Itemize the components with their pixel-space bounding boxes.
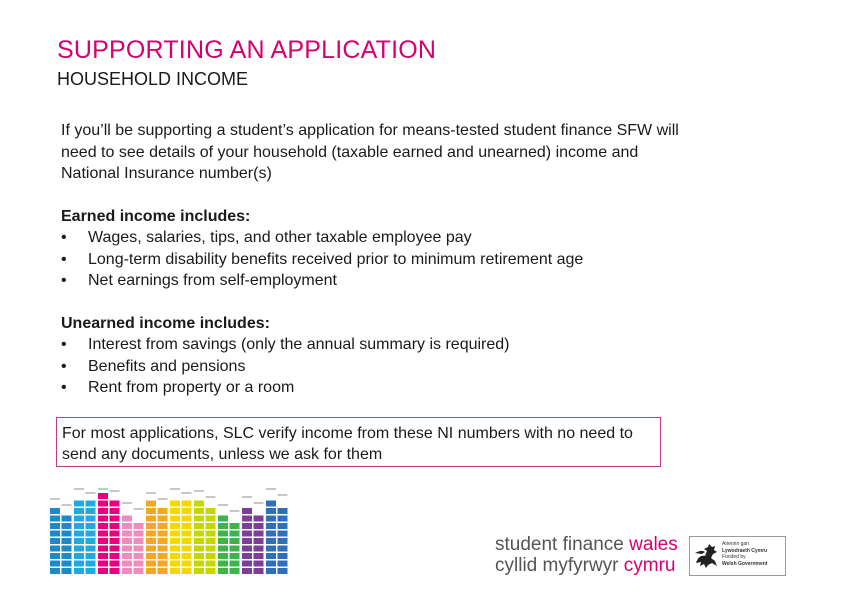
bar-segment [242, 538, 252, 544]
bar-segment [110, 523, 120, 529]
bar-cap [122, 502, 132, 504]
bullet-icon: • [61, 379, 67, 396]
bar-segment [206, 553, 216, 559]
bar-segment [182, 568, 192, 574]
bar-segment [278, 561, 288, 567]
bar-segment [158, 538, 168, 544]
bar-segment [182, 553, 192, 559]
bar-segment [62, 561, 72, 567]
bar-segment [230, 523, 240, 529]
bar-segment [182, 501, 192, 507]
bar-segment [194, 546, 204, 552]
bar-segment [242, 531, 252, 537]
bar-segment [98, 501, 108, 507]
bar-segment [158, 531, 168, 537]
bar-segment [134, 523, 144, 529]
bar-segment [158, 516, 168, 522]
bar-segment [182, 546, 192, 552]
bar-segment [182, 538, 192, 544]
bar-segment [110, 568, 120, 574]
bar-segment [134, 561, 144, 567]
bar-segment [278, 538, 288, 544]
bar-segment [182, 516, 192, 522]
slide-subtitle: HOUSEHOLD INCOME [57, 69, 249, 89]
bar-segment [86, 561, 96, 567]
bar-segment [170, 568, 180, 574]
bar-segment [254, 538, 264, 544]
bar-segment [62, 546, 72, 552]
bar-segment [206, 531, 216, 537]
bar-segment [134, 546, 144, 552]
bar-cap [218, 504, 228, 506]
bar-cap [74, 488, 84, 490]
bar-segment [74, 516, 84, 522]
bar-segment [110, 531, 120, 537]
logo-line-welsh: cyllid myfyrwyr cymru [495, 555, 676, 576]
list-item-text: Wages, salaries, tips, and other taxable employee pay [88, 229, 472, 246]
bar-segment [218, 553, 228, 559]
gov-logo-text: Ariennir gan Lywodraeth Cymru Funded by Welsh Government [722, 541, 768, 567]
bar-cap [278, 494, 288, 496]
bar-segment [278, 546, 288, 552]
bar-segment [230, 568, 240, 574]
decorative-bars-graphic [50, 488, 295, 576]
bar-segment [170, 516, 180, 522]
list-item-text: Benefits and pensions [88, 357, 246, 375]
bar-cap [206, 496, 216, 498]
bar-segment [218, 568, 228, 574]
bar-segment [266, 546, 276, 552]
bar-segment [98, 546, 108, 552]
bar-segment [242, 523, 252, 529]
bar-segment [50, 561, 60, 567]
bar-segment [86, 546, 96, 552]
bar-cap [86, 492, 96, 494]
bar-segment [86, 501, 96, 507]
bar-segment [278, 523, 288, 529]
bar-segment [110, 561, 120, 567]
bar-segment [230, 546, 240, 552]
bar-cap [50, 498, 60, 500]
bar-segment [62, 553, 72, 559]
bar-segment [206, 561, 216, 567]
bar-segment [278, 568, 288, 574]
bar-segment [74, 538, 84, 544]
bullet-icon: • [61, 250, 67, 268]
slide-body [61, 120, 681, 420]
bar-segment [146, 501, 156, 507]
bar-cap [134, 508, 144, 510]
bar-segment [50, 508, 60, 514]
bar-segment [266, 553, 276, 559]
bar-cap [182, 492, 192, 494]
bar-segment [266, 568, 276, 574]
bar-segment [194, 538, 204, 544]
intro-paragraph: If you’ll be supporting a student’s application for means-tested student finance SFW will need to see details of your household (taxable earned and unearned) income and National Insurance number(s) [61, 122, 679, 182]
bar-segment [254, 531, 264, 537]
bar-segment [218, 531, 228, 537]
bar-segment [146, 508, 156, 514]
bar-segment [194, 553, 204, 559]
bar-segment [230, 531, 240, 537]
bar-cap [242, 496, 252, 498]
bar-segment [206, 523, 216, 529]
bar-segment [170, 546, 180, 552]
bar-segment [266, 501, 276, 507]
bar-segment [110, 538, 120, 544]
bar-segment [134, 553, 144, 559]
bar-segment [158, 568, 168, 574]
slide-title: SUPPORTING AN APPLICATION [57, 36, 437, 64]
bar-segment [98, 516, 108, 522]
bar-segment [122, 568, 132, 574]
bar-segment [98, 523, 108, 529]
list-item-text: Interest from savings (only the annual summary is required) [88, 336, 510, 353]
bar-segment [146, 516, 156, 522]
bar-segment [110, 553, 120, 559]
bar-cap [194, 490, 204, 492]
bar-segment [110, 501, 120, 507]
bar-segment [74, 568, 84, 574]
student-finance-wales-logo [495, 534, 678, 576]
bar-segment [62, 523, 72, 529]
list-item [61, 334, 681, 356]
bar-segment [182, 531, 192, 537]
bar-segment [242, 568, 252, 574]
bar-segment [134, 531, 144, 537]
bar-segment [254, 553, 264, 559]
bar-segment [62, 516, 72, 522]
callout-box: For most applications, SLC verify income from these NI numbers with no need to send any documents, unless we ask for them [56, 417, 661, 467]
bar-segment [194, 501, 204, 507]
bar-segment [50, 546, 60, 552]
bar-segment [242, 546, 252, 552]
bar-segment [254, 516, 264, 522]
bar-segment [86, 523, 96, 529]
bar-segment [170, 501, 180, 507]
bar-segment [122, 553, 132, 559]
bar-segment [194, 568, 204, 574]
bar-segment [122, 546, 132, 552]
bar-cap [158, 498, 168, 500]
list-item-text: Long-term disability benefits received prior to minimum retirement age [88, 250, 584, 268]
bar-segment [122, 531, 132, 537]
bar-segment [254, 523, 264, 529]
list-item [61, 249, 681, 271]
list-item-text: Net earnings from self-employment [88, 272, 337, 289]
bar-segment [266, 516, 276, 522]
bar-segment [74, 553, 84, 559]
bar-segment [206, 508, 216, 514]
bar-segment [98, 568, 108, 574]
bar-segment [98, 531, 108, 537]
bar-segment [134, 568, 144, 574]
bar-segment [146, 531, 156, 537]
bar-segment [182, 523, 192, 529]
bullet-icon: • [61, 336, 67, 353]
bar-segment [62, 538, 72, 544]
bar-segment [206, 516, 216, 522]
bar-segment [194, 531, 204, 537]
bar-segment [266, 523, 276, 529]
bar-segment [62, 568, 72, 574]
bar-segment [74, 523, 84, 529]
bar-segment [206, 546, 216, 552]
bar-cap [146, 492, 156, 494]
bar-segment [158, 523, 168, 529]
bar-cap [230, 510, 240, 512]
bar-segment [230, 561, 240, 567]
bar-segment [146, 523, 156, 529]
bar-segment [146, 538, 156, 544]
bar-segment [242, 553, 252, 559]
bullet-icon: • [61, 229, 67, 246]
bar-segment [218, 546, 228, 552]
bar-segment [86, 568, 96, 574]
bar-segment [278, 553, 288, 559]
bar-segment [98, 561, 108, 567]
bar-segment [134, 538, 144, 544]
bar-cap [98, 488, 108, 490]
bar-segment [206, 538, 216, 544]
bar-segment [170, 508, 180, 514]
bar-segment [218, 516, 228, 522]
bar-segment [194, 508, 204, 514]
list-item [61, 356, 681, 378]
earned-income-list [61, 227, 681, 292]
bar-segment [254, 561, 264, 567]
bar-segment [218, 561, 228, 567]
bar-segment [146, 561, 156, 567]
bar-segment [122, 523, 132, 529]
bar-segment [266, 531, 276, 537]
bar-cap [254, 502, 264, 504]
bar-segment [170, 531, 180, 537]
bar-segment [170, 553, 180, 559]
bar-segment [278, 531, 288, 537]
bar-segment [98, 553, 108, 559]
bar-segment [278, 516, 288, 522]
bar-segment [158, 561, 168, 567]
bar-segment [170, 538, 180, 544]
bar-segment [50, 523, 60, 529]
bar-cap [266, 488, 276, 490]
unearned-income-heading: Unearned income includes: [61, 314, 270, 332]
bar-segment [98, 538, 108, 544]
bar-segment [146, 546, 156, 552]
bar-cap [110, 490, 120, 492]
bar-segment [242, 561, 252, 567]
bar-segment [50, 538, 60, 544]
bar-segment [146, 568, 156, 574]
bar-segment [110, 508, 120, 514]
bar-segment [86, 508, 96, 514]
bar-segment [62, 531, 72, 537]
bar-segment [230, 553, 240, 559]
bar-cap [170, 488, 180, 490]
bar-segment [170, 561, 180, 567]
bar-segment [50, 553, 60, 559]
bar-segment [254, 568, 264, 574]
logo-line-english: student finance wales [495, 534, 678, 555]
bar-segment [50, 516, 60, 522]
bar-segment [146, 553, 156, 559]
unearned-income-list [61, 334, 681, 399]
bar-segment [86, 516, 96, 522]
bar-segment [122, 561, 132, 567]
bar-segment [194, 516, 204, 522]
bar-segment [242, 516, 252, 522]
bar-segment [254, 546, 264, 552]
bar-segment [110, 516, 120, 522]
bar-segment [74, 501, 84, 507]
bar-segment [242, 508, 252, 514]
bar-segment [86, 538, 96, 544]
bar-segment [170, 523, 180, 529]
bar-segment [158, 546, 168, 552]
earned-income-heading: Earned income includes: [61, 207, 251, 225]
bar-segment [110, 546, 120, 552]
bullet-icon: • [61, 357, 67, 375]
list-item [61, 227, 681, 249]
welsh-dragon-icon [693, 541, 720, 571]
bar-segment [218, 538, 228, 544]
bar-segment [206, 568, 216, 574]
bar-segment [98, 493, 108, 499]
list-item [61, 270, 681, 292]
bar-segment [218, 523, 228, 529]
list-item-text: Rent from property or a room [88, 379, 295, 396]
earned-income-section [61, 206, 681, 292]
bullet-icon: • [61, 272, 67, 289]
bar-segment [266, 561, 276, 567]
bar-segment [158, 553, 168, 559]
bar-segment [278, 508, 288, 514]
welsh-government-logo [689, 536, 786, 576]
bar-cap [62, 504, 72, 506]
bar-segment [158, 508, 168, 514]
bar-segment [74, 546, 84, 552]
bar-segment [74, 561, 84, 567]
bar-segment [182, 508, 192, 514]
bar-segment [230, 538, 240, 544]
bar-segment [122, 516, 132, 522]
list-item [61, 377, 681, 399]
bar-segment [194, 523, 204, 529]
bar-segment [122, 538, 132, 544]
bar-segment [74, 531, 84, 537]
bar-segment [50, 568, 60, 574]
unearned-income-section [61, 313, 681, 399]
bar-segment [98, 508, 108, 514]
bar-segment [194, 561, 204, 567]
bar-segment [86, 553, 96, 559]
bar-segment [74, 508, 84, 514]
bar-segment [182, 561, 192, 567]
bar-segment [266, 538, 276, 544]
bar-segment [50, 531, 60, 537]
bar-segment [266, 508, 276, 514]
bar-segment [86, 531, 96, 537]
